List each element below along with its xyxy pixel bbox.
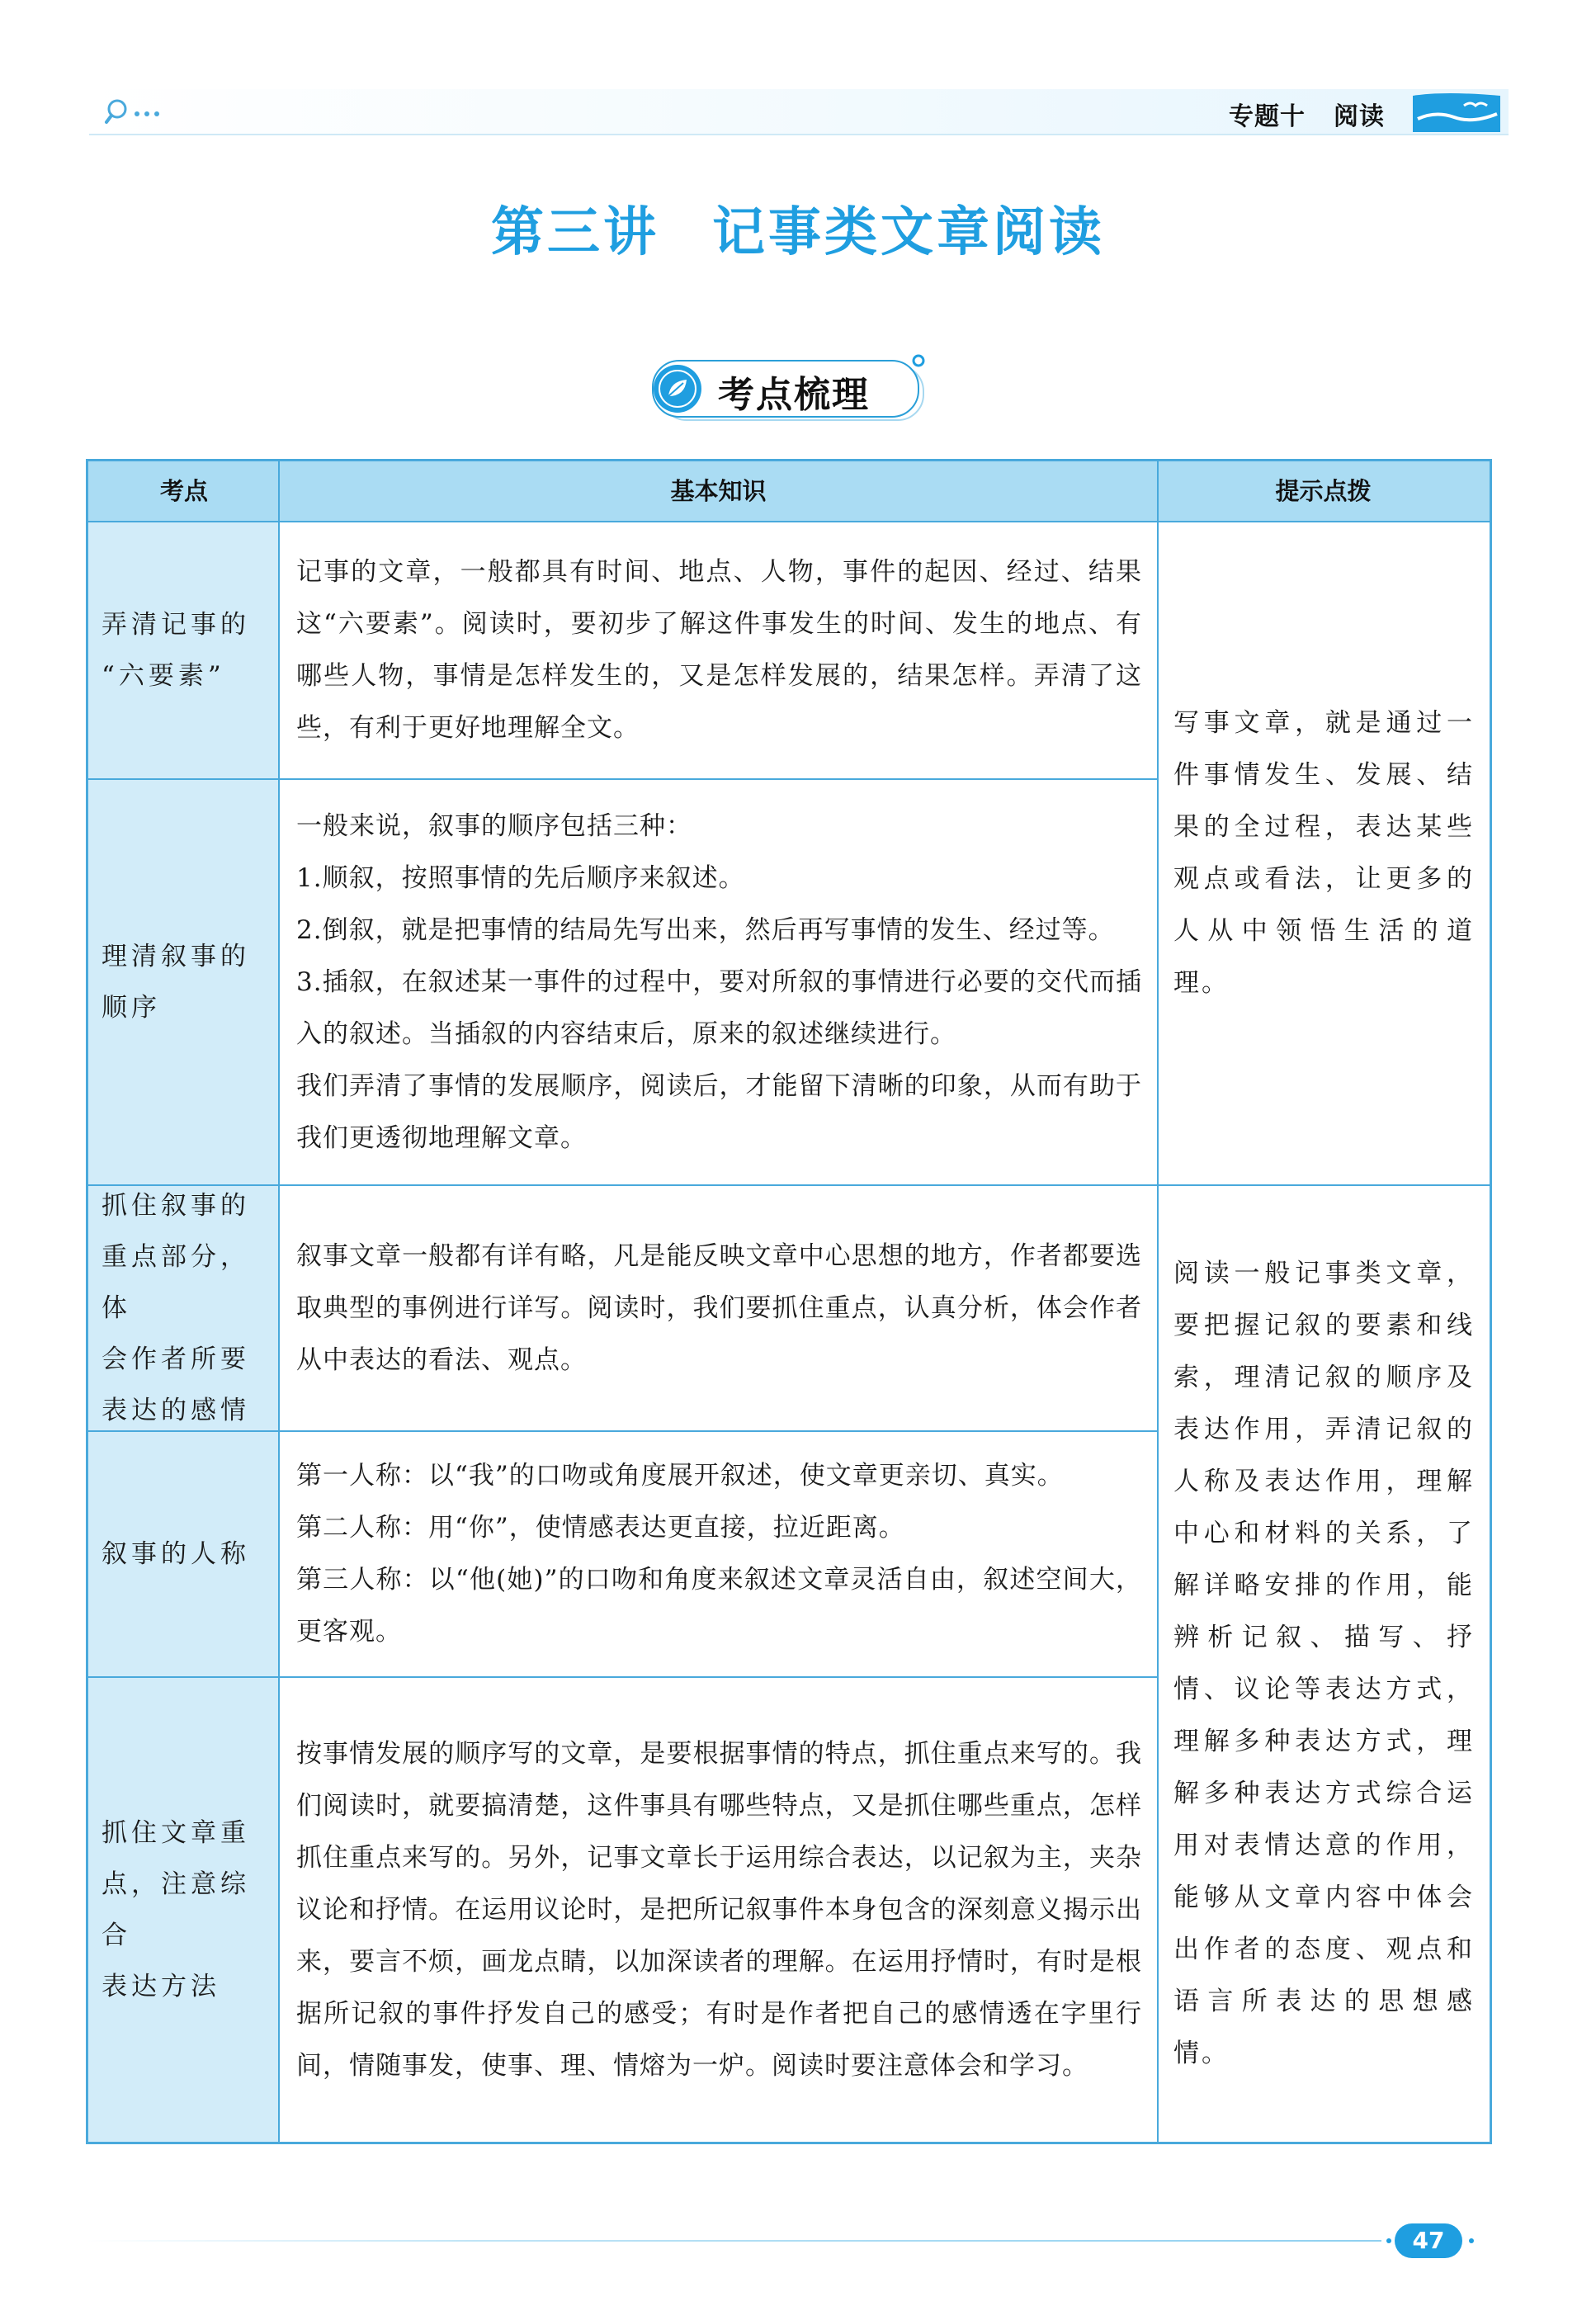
topic-line: “六要素” [102,661,225,691]
topic-cell [88,1678,280,2142]
sparkle-icon [906,348,931,373]
page-number: 47 [1395,2223,1462,2258]
lesson-name: 记事类文章阅读 [712,202,1105,263]
knowledge-text: 第一人称：以“我”的口吻或角度展开叙述，使文章更亲切、真实。 [296,1461,1064,1491]
header-knowledge-col: 基本知识 [670,477,767,505]
knowledge-text: 叙事文章一般都有详有略，凡是能反映文章中心思想的地方，作者都要选取典型的事例进行详写。阅读时，我们要抓住重点，认真分析，体会作者从中表达的看法、观点。 [296,1240,1142,1375]
topic-line: 表达方法 [102,1972,220,2001]
topic-cell [88,522,280,778]
lesson-number: 第三讲 [491,202,659,263]
footer-divider [86,2240,1381,2242]
knowledge-cell [280,780,1157,1184]
page-title [0,190,1596,266]
knowledge-text: 第三人称：以“他(她)”的口吻和角度来叙述文章灵活自由，叙述空间大，更客观。 [296,1565,1142,1647]
leaf-icon [652,363,703,414]
tip-text: 阅读一般记事类文章，要把握记叙的要素和线索，理清记叙的顺序及表达作用，弄清记叙的人称及表达作用，理解中心和材料的关系，了解详略安排的作用，能辨析记叙、描写、抒情、议论等表达方式，理解多种表达方式，理解多种表达方式综合运用对表情达意的作用，能够从文章内容中体会出作者的态度、观点和语言所表达的思想感情。 [1173,1259,1475,2068]
knowledge-text: 2.倒叙，就是把事情的结局先写出来，然后再写事情的发生、经过等。 [296,914,1115,945]
knowledge-text: 我们弄清了事情的发展顺序，阅读后，才能留下清晰的印象，从而有助于我们更透彻地理解文章。 [296,1070,1142,1153]
footer-dot [1386,2238,1391,2243]
knowledge-text: 一般来说，叙事的顺序包括三种： [296,810,692,841]
footer-dot [1469,2238,1474,2243]
section-badge [652,348,924,423]
topic-line: 表达的感情 [102,1396,250,1425]
topic-cell [88,1186,280,1430]
topic-line: 弄清记事的 [102,610,250,640]
knowledge-text: 1.顺叙，按照事情的先后顺序来叙述。 [296,862,745,893]
header-tips-col: 提示点拨 [1275,477,1372,505]
knowledge-cell [280,1678,1157,2142]
topic-line: 抓住叙事的 [102,1191,250,1221]
topic-line: 抓住文章重 [102,1818,250,1848]
tip-text: 写事文章，就是通过一件事情发生、发展、结果的全过程，表达某些观点或看法，让更多的人从中领悟生活的道理。 [1173,708,1475,998]
header-topic [1229,96,1385,132]
topic-line: 重点部分，体 [102,1242,250,1323]
knowledge-text: 记事的文章，一般都具有时间、地点、人物，事件的起因、经过、结果这“六要素”。阅读时，要初步了解这件事发生的时间、发生的地点、有哪些人物，事情是怎样发生的，又是怎样发展的，结果怎样。弄清了这些，有利于更好地理解全文。 [296,557,1142,743]
section-label: 考点梳理 [718,374,870,416]
search-icon [104,97,170,125]
table-header [88,461,1490,522]
header-topic-col: 考点 [159,477,208,505]
wave-bird-icon [1411,91,1502,134]
knowledge-cell [280,1432,1157,1676]
page-header [89,89,1509,135]
knowledge-text: 按事情发展的顺序写的文章，是要根据事情的特点，抓住重点来写的。我们阅读时，就要搞清楚，这件事具有哪些特点，又是抓住哪些重点，怎样抓住重点来写的。另外，记事文章长于运用综合表达，以记叙为主，夹杂议论和抒情。在运用议论时，是把所记叙事件本身包含的深刻意义揭示出来，要言不烦，画龙点睛，以加深读者的理解。在运用抒情时，有时是根据所记叙的事件抒发自己的感受；有时是作者把自己的感情透在字里行间，情随事发，使事、理、情熔为一炉。阅读时要注意体会和学习。 [296,1738,1142,2081]
knowledge-table [86,459,1492,2144]
header-topic-label: 专题十 [1229,102,1306,131]
topic-line: 会作者所要 [102,1344,250,1374]
topic-line: 顺序 [102,993,161,1023]
topic-cell [88,1432,280,1676]
knowledge-text: 第二人称：用“你”，使情感表达更直接，拉近距离。 [296,1513,905,1543]
topic-cell [88,780,280,1184]
knowledge-cell [280,522,1157,778]
tip-cell [1159,522,1490,1184]
topic-line: 点，注意综合 [102,1869,250,1950]
knowledge-text: 3.插叙，在叙述某一事件的过程中，要对所叙的事情进行必要的交代而插入的叙述。当插叙的内容结束后，原来的叙述继续进行。 [296,966,1142,1049]
topic-line: 叙事的人称 [102,1539,250,1569]
header-subject-label: 阅读 [1334,102,1385,131]
knowledge-cell [280,1186,1157,1430]
tip-cell [1159,1186,1490,2142]
topic-line: 理清叙事的 [102,942,250,971]
